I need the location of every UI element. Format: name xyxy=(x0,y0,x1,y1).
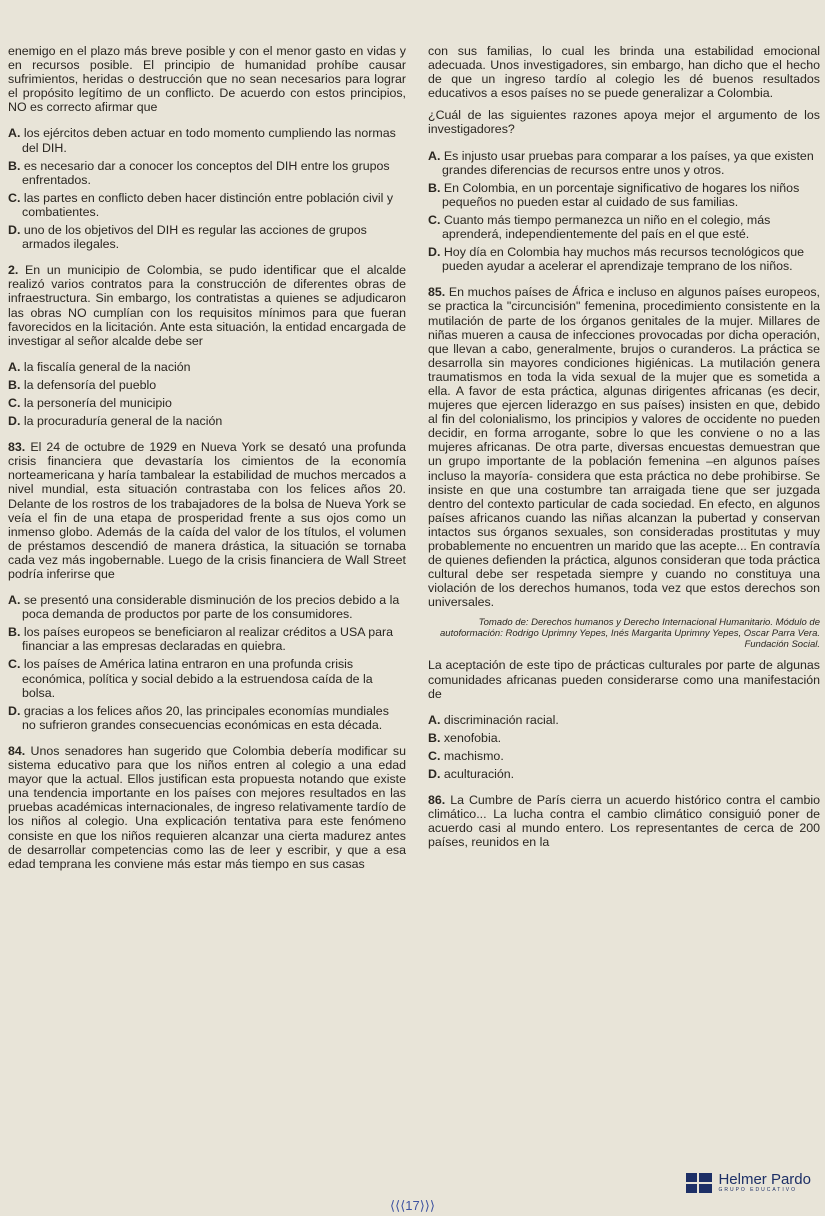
q2-option-b[interactable]: B. la defensoría del pueblo xyxy=(8,377,157,392)
q84-question: ¿Cuál de las siguientes razones apoya mejor el argumento de los investigadores? xyxy=(428,108,820,137)
source-citation: Tomado de: Derechos humanos y Derecho Internacional Humanitario. Módulo de autoformación: Rodrigo Uprimny Yepes, Inés Margarita Uprimny Yepes, Oscar Parra Vera. Fundación Social. xyxy=(440,617,820,651)
q85-option-a[interactable]: A. discriminación racial. xyxy=(428,712,559,727)
q2-option-a[interactable]: A. la fiscalía general de la nación xyxy=(8,359,191,374)
intro-option-a[interactable]: A. los ejércitos deben actuar en todo momento cumpliendo las normas del DIH. xyxy=(8,126,396,155)
q84-continued: con sus familias, lo cual les brinda una estabilidad emocional adecuada. Unos investigadores, sin embargo, han dicho que el hecho de que un ingreso tardío al colegio les dé buenos resultados educativos a esos países no se puede generalizar a Colombia. xyxy=(428,44,820,101)
q83-option-b[interactable]: B. los países europeos se beneficiaron al realizar créditos a USA para financiar a las empresas declaradas en quiebra. xyxy=(8,625,394,654)
publisher-logo xyxy=(686,1172,811,1193)
logo-mark-icon xyxy=(686,1173,712,1193)
question-2: 2. En un municipio de Colombia, se pudo identificar que el alcalde realizó varios contratos para la construcción de diferentes obras de infraestructura. Sin embargo, los contratistas a quienes se adjudicaron las obras NO cumplían con los requisitos mínimos para que fueran favorecidos en la licitación. Ante esta situación, la entidad encargada de investigar al señor alcalde debe ser xyxy=(8,263,406,348)
q84-option-d[interactable]: D. Hoy día en Colombia hay muchos más recursos tecnológicos que pueden ayudar a acelerar el aprendizaje temprano de los niños. xyxy=(428,245,805,274)
q85-option-c[interactable]: C. machismo. xyxy=(428,748,504,763)
intro-option-b[interactable]: B. es necesario dar a conocer los conceptos del DIH entre los grupos enfrentados. xyxy=(8,158,390,187)
q85-option-d[interactable]: D. aculturación. xyxy=(428,767,515,782)
page-number: ⟨⟨⟨17⟩⟩⟩ xyxy=(390,1198,435,1213)
question-83: 83. El 24 de octubre de 1929 en Nueva York se desató una profunda crisis financiera que devastaría los cimientos de la economía norteamericana y haría tambalear la estabilidad de muchos mercados a nivel mundial, esta situación contrastaba con los felices años 20. Delante de los rostros de los trabajadores de la bolsa de Nueva York se veía el fin de una etapa de prosperidad frente a sus ojos como un inmenso globo. Además de la caída del valor de los títulos, el volumen de préstamos descendió de manera drástica, la situación se tornaba cada vez más ingobernable. Luego de la crisis financiera de Wall Street podría inferirse que xyxy=(8,440,406,581)
question-85: 85. En muchos países de África e incluso en algunos países europeos, se practica la "circuncisión" femenina, procedimiento consistente en la mutilación de parte de los órganos genitales de la mujer. Millares de niñas mueren a causa de infecciones provocadas por dicha operación, que llevan a cabo, generalmente, brujos o curanderos. La práctica se desarrolla sin mayores condiciones higiénicas. La mutilación genera traumatismos en toda la vida sexual de la mujer que es sometida a ella. A favor de esta práctica, algunas dirigentes africanas (es decir, mujeres que ejercen liderazgo en sus países) insisten en que, debido al fin del colonialismo, los principios y valores de occidente no pueden decidir, en forma arrogante, sobre lo que les conviene o no a las mujeres africanas. De otra parte, diversas encuestas demuestran que un grupo importante de la población femenina –en algunos países incluso la mayoría- considera que esta práctica no debe prohibirse. Se insiste en que una costumbre tan arraigada tiene que ser juzgada dentro del contexto particular de cada sociedad. En efecto, en algunos países africanos cuando las niñas alcanzan la pubertad y conservan intactos sus órganos sexuales, son consideradas prostitutas y muy probablemente no encuentren un marido que las acepte... En contravía de quienes defienden la práctica, algunos consideran que toda práctica cultural debe ser respetada siempre y cuando no constituya una violación de los derechos humanos, toda vez que estos derechos son universales. xyxy=(428,285,820,610)
question-84: 84. Unos senadores han sugerido que Colombia debería modificar su sistema educativo para que los niños entren al colegio a una edad mayor que la actual. Ellos justifican esta propuesta notando que existe una tendencia importante en los países con mejores resultados en las pruebas académicas internacionales, de ingreso relativamente tardío de los niños al colegio. Una explicación tentativa para este fenómeno consiste en que los niños requieren alcanzar una cierta madurez antes de desarrollar competencias como las de leer y escribir, y que a esa edad temprana les conviene más estar más tiempo en sus casas xyxy=(8,743,406,871)
intro-option-c[interactable]: C. las partes en conflicto deben hacer distinción entre población civil y combatientes. xyxy=(8,190,394,219)
q85-question: La aceptación de este tipo de prácticas culturales por parte de algunas comunidades africanas pueden considerarse como una manifestación de xyxy=(428,658,820,701)
q85-option-b[interactable]: B. xenofobia. xyxy=(428,730,502,745)
left-column xyxy=(8,44,406,871)
brand-subtitle: GRUPO EDUCATIVO xyxy=(718,1187,797,1193)
question-86: 86. La Cumbre de París cierra un acuerdo histórico contra el cambio climático... La lucha contra el cambio climático consiguió poner de acuerdo casi al mundo entero. Los representantes de cerca de 200 países, reunidos en la xyxy=(428,793,820,850)
q83-option-c[interactable]: C. los países de América latina entraron en una profunda crisis económica, política y social debido a la estruendosa caída de la bolsa. xyxy=(8,657,373,700)
q2-option-c[interactable]: C. la personería del municipio xyxy=(8,395,172,410)
q83-option-a[interactable]: A. se presentó una considerable disminución de los precios debido a la poca demanda de productos por parte de los consumidores. xyxy=(8,593,400,622)
q84-option-a[interactable]: A. Es injusto usar pruebas para comparar a los países, ya que existen grandes diferencias de recursos entre unos y otros. xyxy=(428,148,814,177)
q84-option-c[interactable]: C. Cuanto más tiempo permanezca un niño en el colegio, más aprenderá, independientemente del país en el que esté. xyxy=(428,212,771,242)
q84-option-b[interactable]: B. En Colombia, en un porcentaje significativo de hogares los niños pequeños no pueden estar al cuidado de sus familias. xyxy=(428,180,800,209)
intro-options xyxy=(8,126,406,251)
right-column xyxy=(428,44,820,850)
intro-option-d[interactable]: D. uno de los objetivos del DIH es regular las acciones de grupos armados ilegales. xyxy=(8,223,367,252)
q2-option-d[interactable]: D. la procuraduría general de la nación xyxy=(8,414,223,429)
q83-option-d[interactable]: D. gracias a los felices años 20, las principales economías mundiales no sufrieron grandes consecuencias económicas en esta década. xyxy=(8,703,389,732)
brand-name: Helmer Pardo xyxy=(718,1171,811,1188)
intro-paragraph: enemigo en el plazo más breve posible y con el menor gasto en vidas y en recursos posible. El principio de humanidad prohíbe causar sufrimientos, heridas o destrucción que no sean necesarios para lograr el propósito legítimo de un conflicto. De acuerdo con estos principios, NO es correcto afirmar que xyxy=(8,44,406,115)
